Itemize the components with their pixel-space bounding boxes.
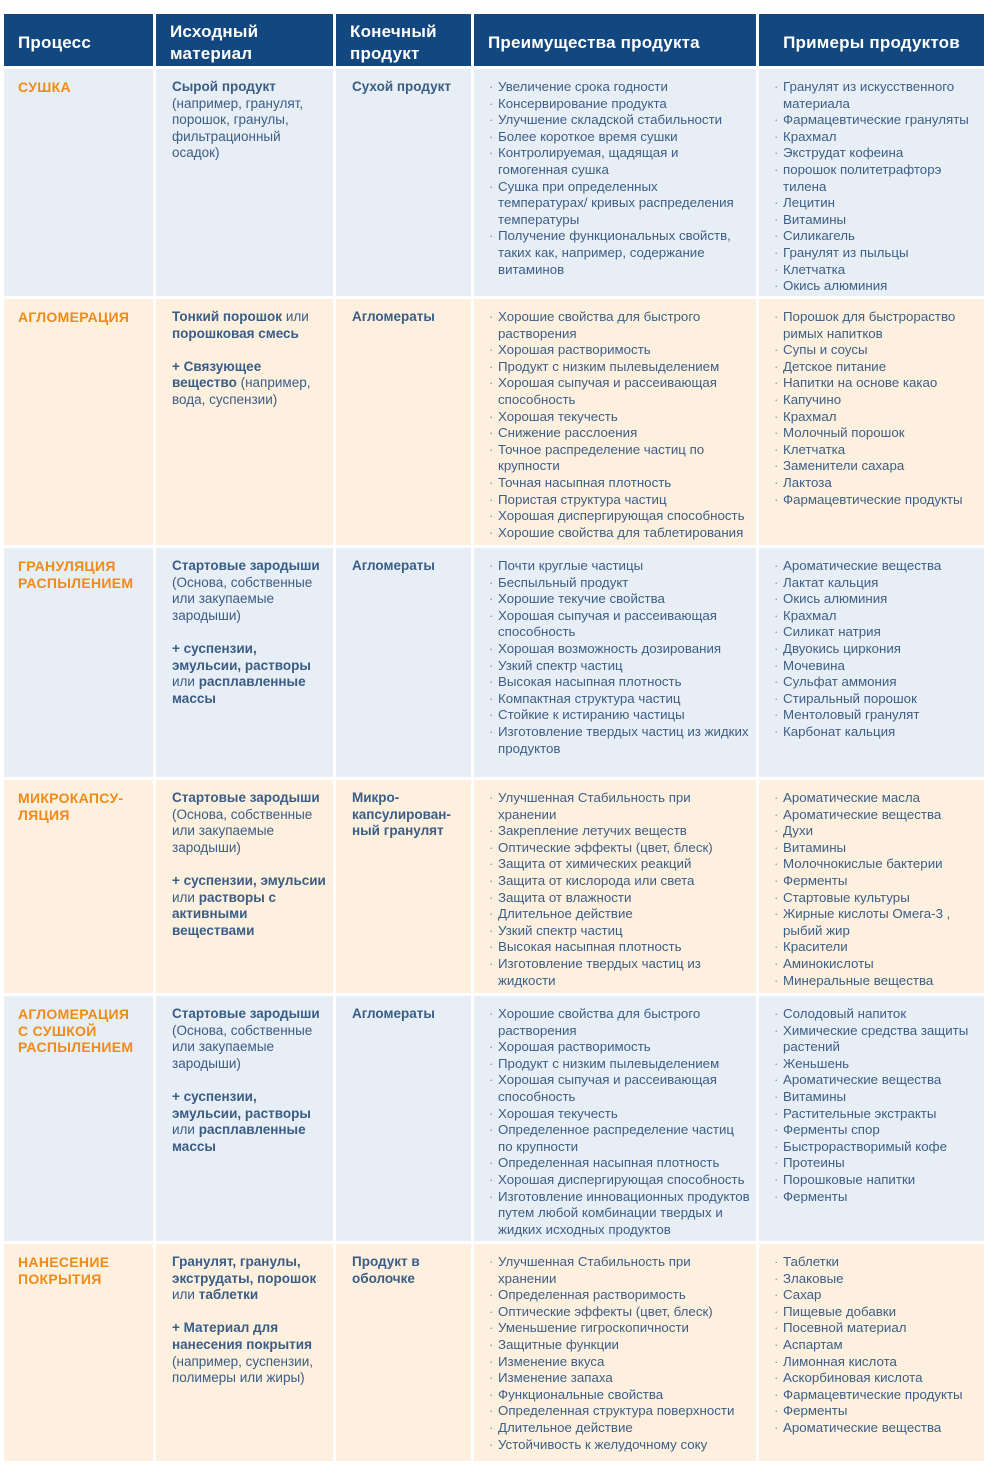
example-item: · Гранулят из искусственного материала: [773, 79, 978, 112]
example-item: · Гранулят из пыльцы: [773, 245, 978, 262]
advantage-item: · Защита от химических реакций: [488, 856, 750, 873]
advantage-item: · Улучшение складской стабильности: [488, 112, 750, 129]
advantage-item: · Более короткое время сушки: [488, 129, 750, 146]
material-text: или: [172, 1287, 199, 1303]
advantage-item: · Продукт с низким пылевыделением: [488, 1056, 750, 1073]
advantage-item: · Пористая структура частиц: [488, 492, 750, 509]
examples-cell: [759, 69, 984, 299]
advantage-item: · Определенное распределение частиц по крупности: [488, 1122, 750, 1155]
example-item: · Экструдат кофеина: [773, 145, 978, 162]
example-item: · Сульфат аммония: [773, 674, 978, 691]
example-item: · Злаковые: [773, 1271, 978, 1288]
advantage-item: · Хорошая растворимость: [488, 1039, 750, 1056]
example-item: · Силикагель: [773, 228, 978, 245]
end-product-text: Сухой продукт: [352, 79, 451, 94]
advantage-item: · Беспыльный продукт: [488, 575, 750, 592]
example-item: · Протеины: [773, 1155, 978, 1172]
header-examples: Примеры продуктов: [759, 14, 984, 69]
example-item: · Минеральные вещества: [773, 973, 978, 990]
advantage-item: · Определенная структура поверхности: [488, 1403, 750, 1420]
examples-cell: [759, 780, 984, 996]
advantage-item: · Изменение запаха: [488, 1370, 750, 1387]
advantage-item: · Хорошая сыпучая и рассеивающая способность: [488, 375, 750, 408]
example-item: · Супы и соусы: [773, 342, 978, 359]
advantages-cell: [474, 299, 759, 548]
end-product-text: Продукт в оболочке: [352, 1254, 420, 1286]
advantages-list: [474, 996, 756, 1238]
advantage-item: · Улучшенная Стабильность при хранении: [488, 790, 750, 823]
advantage-item: · Хорошая сыпучая и рассеивающая способность: [488, 608, 750, 641]
example-item: · Аминокислоты: [773, 956, 978, 973]
example-item: · Фармацевтические продукты: [773, 492, 978, 509]
header-product: Конечный продукт: [336, 14, 474, 69]
example-item: · Лактоза: [773, 475, 978, 492]
advantages-list: [474, 69, 756, 278]
example-item: · Лецитин: [773, 195, 978, 212]
advantage-item: · Функциональные свойства: [488, 1387, 750, 1404]
end-product-text: Агломераты: [352, 1006, 435, 1021]
material-text: (например, вода, суспензии): [172, 375, 311, 407]
material-text: + Материал для нанесения покрытия: [172, 1320, 312, 1352]
process-name: ГРАНУЛЯЦИЯ РАСПЫЛЕНИЕМ: [4, 548, 156, 780]
examples-cell: [759, 548, 984, 780]
advantage-item: · Узкий спектр частиц: [488, 658, 750, 675]
end-product-text: Агломераты: [352, 558, 435, 573]
advantage-item: · Хорошие свойства для быстрого растворения: [488, 309, 750, 342]
example-item: · Карбонат кальция: [773, 724, 978, 741]
advantage-item: · Контролируемая, щадящая и гомогенная сушка: [488, 145, 750, 178]
source-material: [156, 548, 336, 780]
process-name: МИКРОКАПСУ- ЛЯЦИЯ: [4, 780, 156, 996]
material-text: таблетки: [198, 1287, 259, 1303]
example-item: · Быстрорастворимый кофе: [773, 1139, 978, 1156]
advantages-cell: [474, 780, 759, 996]
material-text: + суспензии, эмульсии: [172, 872, 326, 888]
example-item: · Растительные экстракты: [773, 1106, 978, 1123]
advantage-item: · Консервирование продукта: [488, 96, 750, 113]
example-item: · Молочный порошок: [773, 425, 978, 442]
process-name: НАНЕСЕНИЕ ПОКРЫТИЯ: [4, 1244, 156, 1464]
advantage-item: · Оптические эффекты (цвет, блеск): [488, 840, 750, 857]
material-text: или: [172, 1122, 199, 1138]
end-product: [336, 548, 474, 780]
end-product: [336, 299, 474, 548]
advantage-item: · Закрепление летучих веществ: [488, 823, 750, 840]
material-text: растворы с активными веществами: [172, 889, 276, 938]
source-material: [156, 299, 336, 548]
advantage-item: · Точное распределение частиц по крупности: [488, 442, 750, 475]
example-item: · Порошковые напитки: [773, 1172, 978, 1189]
example-item: · Ферменты спор: [773, 1122, 978, 1139]
material-text: Стартовые зародыши: [172, 558, 320, 573]
examples-list: [759, 548, 984, 741]
source-material: [156, 69, 336, 299]
end-product-text: Микро-капсулирован-ный гранулят: [352, 790, 451, 839]
material-text: Стартовые зародыши: [172, 1006, 320, 1021]
advantage-item: · Стойкие к истиранию частицы: [488, 707, 750, 724]
advantages-list: [474, 780, 756, 989]
advantage-item: · Сушка при определенных температурах/ кривых распределения температуры: [488, 179, 750, 229]
advantages-cell: [474, 548, 759, 780]
material-text: + Связующее вещество: [172, 358, 262, 391]
examples-cell: [759, 1244, 984, 1464]
advantages-cell: [474, 69, 759, 299]
example-item: · Ароматические вещества: [773, 807, 978, 824]
example-item: · Фармацевтические продукты: [773, 1387, 978, 1404]
header-advantages: Преимущества продукта: [474, 14, 759, 69]
advantage-item: · Уменьшение гигроскопичности: [488, 1320, 750, 1337]
example-item: · Красители: [773, 939, 978, 956]
material-text: порошковая смесь: [172, 325, 299, 341]
advantages-cell: [474, 996, 759, 1244]
end-product: [336, 996, 474, 1244]
material-text: или: [172, 889, 199, 905]
material-text: расплавленные массы: [172, 674, 306, 706]
material-text: + суспензии, эмульсии, растворы: [172, 1088, 311, 1121]
end-product: [336, 69, 474, 299]
advantage-item: · Компактная структура частиц: [488, 691, 750, 708]
example-item: · Молочнокислые бактерии: [773, 856, 978, 873]
example-item: · Клетчатка: [773, 442, 978, 459]
examples-list: [759, 69, 984, 295]
example-item: · Окись алюминия: [773, 591, 978, 608]
advantage-item: · Увеличение срока годности: [488, 79, 750, 96]
material-text: (например, гранулят, порошок, гранулы, фильтрационный осадок): [172, 95, 304, 161]
example-item: · Крахмал: [773, 409, 978, 426]
example-item: · Фармацевтические грануляты: [773, 112, 978, 129]
source-material: [156, 1244, 336, 1464]
material-text: или: [172, 674, 199, 690]
example-item: · Витамины: [773, 212, 978, 229]
advantage-item: · Хорошая диспергирующая способность: [488, 1172, 750, 1189]
end-product: [336, 780, 474, 996]
example-item: · Ароматические вещества: [773, 1420, 978, 1437]
material-text: Стартовые зародыши: [172, 790, 320, 805]
header-material: Исходный материал: [156, 14, 336, 69]
advantage-item: · Устойчивость к желудочному соку: [488, 1437, 750, 1454]
examples-list: [759, 299, 984, 508]
advantage-item: · Изготовление твердых частиц из жидкости: [488, 956, 750, 989]
example-item: · Крахмал: [773, 608, 978, 625]
advantage-item: · Точная насыпная плотность: [488, 475, 750, 492]
advantage-item: · Высокая насыпная плотность: [488, 939, 750, 956]
advantage-item: · Изменение вкуса: [488, 1354, 750, 1371]
advantages-list: [474, 548, 756, 757]
example-item: · Двуокись циркония: [773, 641, 978, 658]
advantage-item: · Хорошая возможность дозирования: [488, 641, 750, 658]
example-item: · Стартовые культуры: [773, 890, 978, 907]
example-item: · Посевной материал: [773, 1320, 978, 1337]
end-product: [336, 1244, 474, 1464]
material-text: или: [282, 309, 309, 324]
example-item: · Ароматические масла: [773, 790, 978, 807]
advantage-item: · Определенная растворимость: [488, 1287, 750, 1304]
example-item: · Ароматические вещества: [773, 1072, 978, 1089]
advantage-item: · Хорошая растворимость: [488, 342, 750, 359]
material-text: (Основа, собственные или закупаемые зародыши): [172, 574, 313, 623]
example-item: · Духи: [773, 823, 978, 840]
example-item: · Порошок для быстрораство римых напитков: [773, 309, 978, 342]
source-material: [156, 996, 336, 1244]
example-item: · Стиральный порошок: [773, 691, 978, 708]
advantage-item: · Защита от влажности: [488, 890, 750, 907]
example-item: · Заменители сахара: [773, 458, 978, 475]
advantage-item: · Хорошая текучесть: [488, 1106, 750, 1123]
advantage-item: · Продукт с низким пылевыделением: [488, 359, 750, 376]
material-text: + суспензии, эмульсии, растворы: [172, 640, 311, 673]
material-text: (Основа, собственные или закупаемые зародыши): [172, 1022, 313, 1071]
material-text: Гранулят, гранулы, экструдаты, порошок: [172, 1254, 317, 1286]
example-item: · Крахмал: [773, 129, 978, 146]
advantage-item: · Хорошая текучесть: [488, 409, 750, 426]
example-item: · порошок политетрафторэ тилена: [773, 162, 978, 195]
material-text: Сырой продукт: [172, 79, 276, 94]
process-table: [4, 14, 984, 1464]
example-item: · Витамины: [773, 840, 978, 857]
advantage-item: · Хорошие свойства для быстрого растворения: [488, 1006, 750, 1039]
material-text: Тонкий порошок: [172, 309, 283, 324]
process-name: АГЛОМЕРАЦИЯ С СУШКОЙ РАСПЫЛЕНИЕМ: [4, 996, 156, 1244]
example-item: · Ароматические вещества: [773, 558, 978, 575]
advantages-cell: [474, 1244, 759, 1464]
example-item: · Лимонная кислота: [773, 1354, 978, 1371]
advantage-item: · Хорошие текучие свойства: [488, 591, 750, 608]
process-name: СУШКА: [4, 69, 156, 299]
examples-list: [759, 996, 984, 1205]
example-item: · Лактат кальция: [773, 575, 978, 592]
process-name: АГЛОМЕРАЦИЯ: [4, 299, 156, 548]
example-item: · Витамины: [773, 1089, 978, 1106]
advantage-item: · Оптические эффекты (цвет, блеск): [488, 1304, 750, 1321]
material-text: расплавленные массы: [172, 1122, 306, 1154]
example-item: · Химические средства защиты растений: [773, 1023, 978, 1056]
examples-list: [759, 780, 984, 989]
example-item: · Детское питание: [773, 359, 978, 376]
example-item: · Жирные кислоты Омега-3 , рыбий жир: [773, 906, 978, 939]
example-item: · Аспартам: [773, 1337, 978, 1354]
advantages-list: [474, 299, 756, 541]
advantage-item: · Изготовление твердых частиц из жидких продуктов: [488, 724, 750, 757]
examples-cell: [759, 996, 984, 1244]
source-material: [156, 780, 336, 996]
example-item: · Ферменты: [773, 1403, 978, 1420]
advantage-item: · Хорошие свойства для таблетирования: [488, 525, 750, 542]
example-item: · Аскорбиновая кислота: [773, 1370, 978, 1387]
advantage-item: · Снижение расслоения: [488, 425, 750, 442]
example-item: · Мочевина: [773, 658, 978, 675]
advantage-item: · Улучшенная Стабильность при хранении: [488, 1254, 750, 1287]
advantages-list: [474, 1244, 756, 1453]
advantage-item: · Получение функциональных свойств, таких как, например, содержание витаминов: [488, 228, 750, 278]
example-item: · Клетчатка: [773, 262, 978, 279]
example-item: · Сахар: [773, 1287, 978, 1304]
examples-list: [759, 1244, 984, 1437]
advantage-item: · Почти круглые частицы: [488, 558, 750, 575]
example-item: · Напитки на основе какао: [773, 375, 978, 392]
example-item: · Капучино: [773, 392, 978, 409]
advantage-item: · Узкий спектр частиц: [488, 923, 750, 940]
example-item: · Ментоловый гранулят: [773, 707, 978, 724]
example-item: · Женьшень: [773, 1056, 978, 1073]
advantage-item: · Защита от кислорода или света: [488, 873, 750, 890]
advantage-item: · Изготовление инновационных продуктов путем любой комбинации твердых и жидких исходных продуктов: [488, 1189, 750, 1239]
material-text: (например, суспензии, полимеры или жиры): [172, 1353, 314, 1386]
header-process: Процесс: [4, 14, 156, 69]
material-text: (Основа, собственные или закупаемые зародыши): [172, 806, 313, 855]
example-item: · Ферменты: [773, 873, 978, 890]
advantage-item: · Хорошая сыпучая и рассеивающая способность: [488, 1072, 750, 1105]
advantage-item: · Длительное действие: [488, 906, 750, 923]
example-item: · Пищевые добавки: [773, 1304, 978, 1321]
examples-cell: [759, 299, 984, 548]
example-item: · Таблетки: [773, 1254, 978, 1271]
end-product-text: Агломераты: [352, 309, 435, 324]
advantage-item: · Хорошая диспергирующая способность: [488, 508, 750, 525]
example-item: · Силикат натрия: [773, 624, 978, 641]
advantage-item: · Высокая насыпная плотность: [488, 674, 750, 691]
advantage-item: · Определенная насыпная плотность: [488, 1155, 750, 1172]
example-item: · Ферменты: [773, 1189, 978, 1206]
advantage-item: · Длительное действие: [488, 1420, 750, 1437]
example-item: · Солодовый напиток: [773, 1006, 978, 1023]
advantage-item: · Защитные функции: [488, 1337, 750, 1354]
example-item: · Окись алюминия: [773, 278, 978, 295]
